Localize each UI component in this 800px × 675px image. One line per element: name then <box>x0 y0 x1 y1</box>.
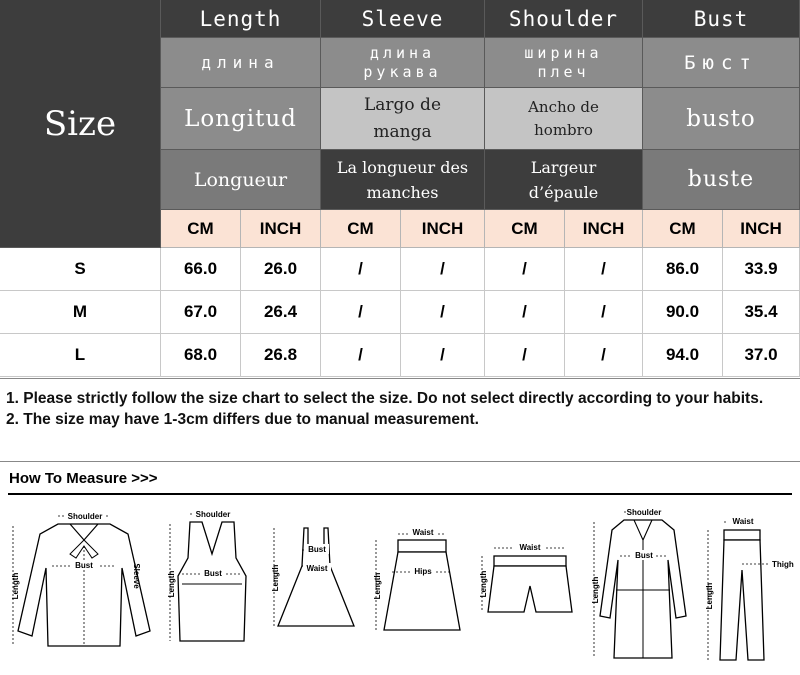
measurement-cell: / <box>565 248 643 291</box>
label-length: Length <box>271 564 280 592</box>
coat-measure-figure <box>590 506 696 666</box>
label-length: Length <box>705 582 714 610</box>
header-length-fr: Longueur <box>161 150 321 210</box>
measurement-cell: 33.9 <box>723 248 800 291</box>
measurement-cell: 66.0 <box>161 248 241 291</box>
note-2: 2. The size may have 1-3cm differs due to manual measurement. <box>6 411 479 428</box>
measurement-cell: 37.0 <box>723 334 800 377</box>
measurement-cell: / <box>401 334 485 377</box>
vest-measure-figure <box>162 506 262 656</box>
pants-measure-figure <box>698 506 798 666</box>
header-bust-en: Bust <box>643 0 800 38</box>
label-waist: Waist <box>412 528 434 537</box>
size-label: L <box>0 334 161 377</box>
label-hips: Hips <box>414 567 432 576</box>
unit-cell: INCH <box>241 210 321 248</box>
header-sleeve-en: Sleeve <box>321 0 485 38</box>
unit-cell: INCH <box>723 210 800 248</box>
title-underline <box>8 493 792 495</box>
size-label: M <box>0 291 161 334</box>
size-label: S <box>0 248 161 291</box>
measurement-cell: 35.4 <box>723 291 800 334</box>
header-sleeve-fr: La longueur des manches <box>321 150 485 210</box>
measurement-cell: 90.0 <box>643 291 723 334</box>
label-length: Length <box>167 570 176 598</box>
shirt-measure-figure <box>8 506 160 656</box>
header-length-ru: длина <box>161 38 321 88</box>
label-shoulder: Shoulder <box>67 512 103 521</box>
measurement-cell: 68.0 <box>161 334 241 377</box>
measurement-cell: / <box>321 334 401 377</box>
unit-cell: INCH <box>401 210 485 248</box>
measurement-cell: / <box>485 291 565 334</box>
label-bust: Bust <box>308 545 326 554</box>
label-waist: Waist <box>306 564 328 573</box>
label-length: Length <box>479 570 488 598</box>
measurement-cell: 26.8 <box>241 334 321 377</box>
measurement-cell: / <box>565 334 643 377</box>
shorts-measure-figure <box>474 506 586 656</box>
header-shoulder-ru: ширина плеч <box>485 38 643 88</box>
label-bust: Bust <box>635 551 653 560</box>
header-shoulder-en: Shoulder <box>485 0 643 38</box>
header-bust-fr: buste <box>643 150 800 210</box>
measurement-cell: 67.0 <box>161 291 241 334</box>
size-header: Size <box>0 0 161 248</box>
header-length-es: Longitud <box>161 88 321 150</box>
label-waist: Waist <box>519 543 541 552</box>
measurement-cell: / <box>321 248 401 291</box>
header-shoulder-es: Ancho de hombro <box>485 88 643 150</box>
measurement-cell: / <box>321 291 401 334</box>
label-shoulder: Shoulder <box>195 510 231 519</box>
size-notes <box>0 378 800 462</box>
label-bust: Bust <box>75 561 93 570</box>
measurement-cell: 86.0 <box>643 248 723 291</box>
label-bust: Bust <box>204 569 222 578</box>
label-length: Length <box>591 576 600 604</box>
dress-measure-figure <box>268 506 364 656</box>
unit-cell: CM <box>161 210 241 248</box>
measurement-cell: / <box>401 248 485 291</box>
header-shoulder-fr: Largeur d’épaule <box>485 150 643 210</box>
label-shoulder: Shoulder <box>626 508 662 517</box>
unit-cell: INCH <box>565 210 643 248</box>
header-sleeve-ru: длина рукава <box>321 38 485 88</box>
measurement-cell: / <box>565 291 643 334</box>
header-bust-es: busto <box>643 88 800 150</box>
header-length-en: Length <box>161 0 321 38</box>
measurement-cell: / <box>485 334 565 377</box>
how-to-measure-title: How To Measure >>> <box>9 470 158 487</box>
header-sleeve-es: Largo de manga <box>321 88 485 150</box>
label-sleeve: Sleeve <box>132 563 141 589</box>
label-thigh: Thigh <box>772 560 794 569</box>
measurement-cell: 94.0 <box>643 334 723 377</box>
measurement-cell: 26.4 <box>241 291 321 334</box>
label-length: Length <box>11 572 20 600</box>
measurement-cell: / <box>485 248 565 291</box>
measurement-cell: / <box>401 291 485 334</box>
label-waist: Waist <box>732 517 754 526</box>
header-bust-ru: Бюст <box>643 38 800 88</box>
measurement-cell: 26.0 <box>241 248 321 291</box>
unit-cell: CM <box>643 210 723 248</box>
note-1: 1. Please strictly follow the size chart to select the size. Do not select directly according to your habits. <box>6 390 764 407</box>
label-length: Length <box>373 572 382 600</box>
unit-cell: CM <box>321 210 401 248</box>
skirt-measure-figure <box>368 506 472 656</box>
unit-cell: CM <box>485 210 565 248</box>
